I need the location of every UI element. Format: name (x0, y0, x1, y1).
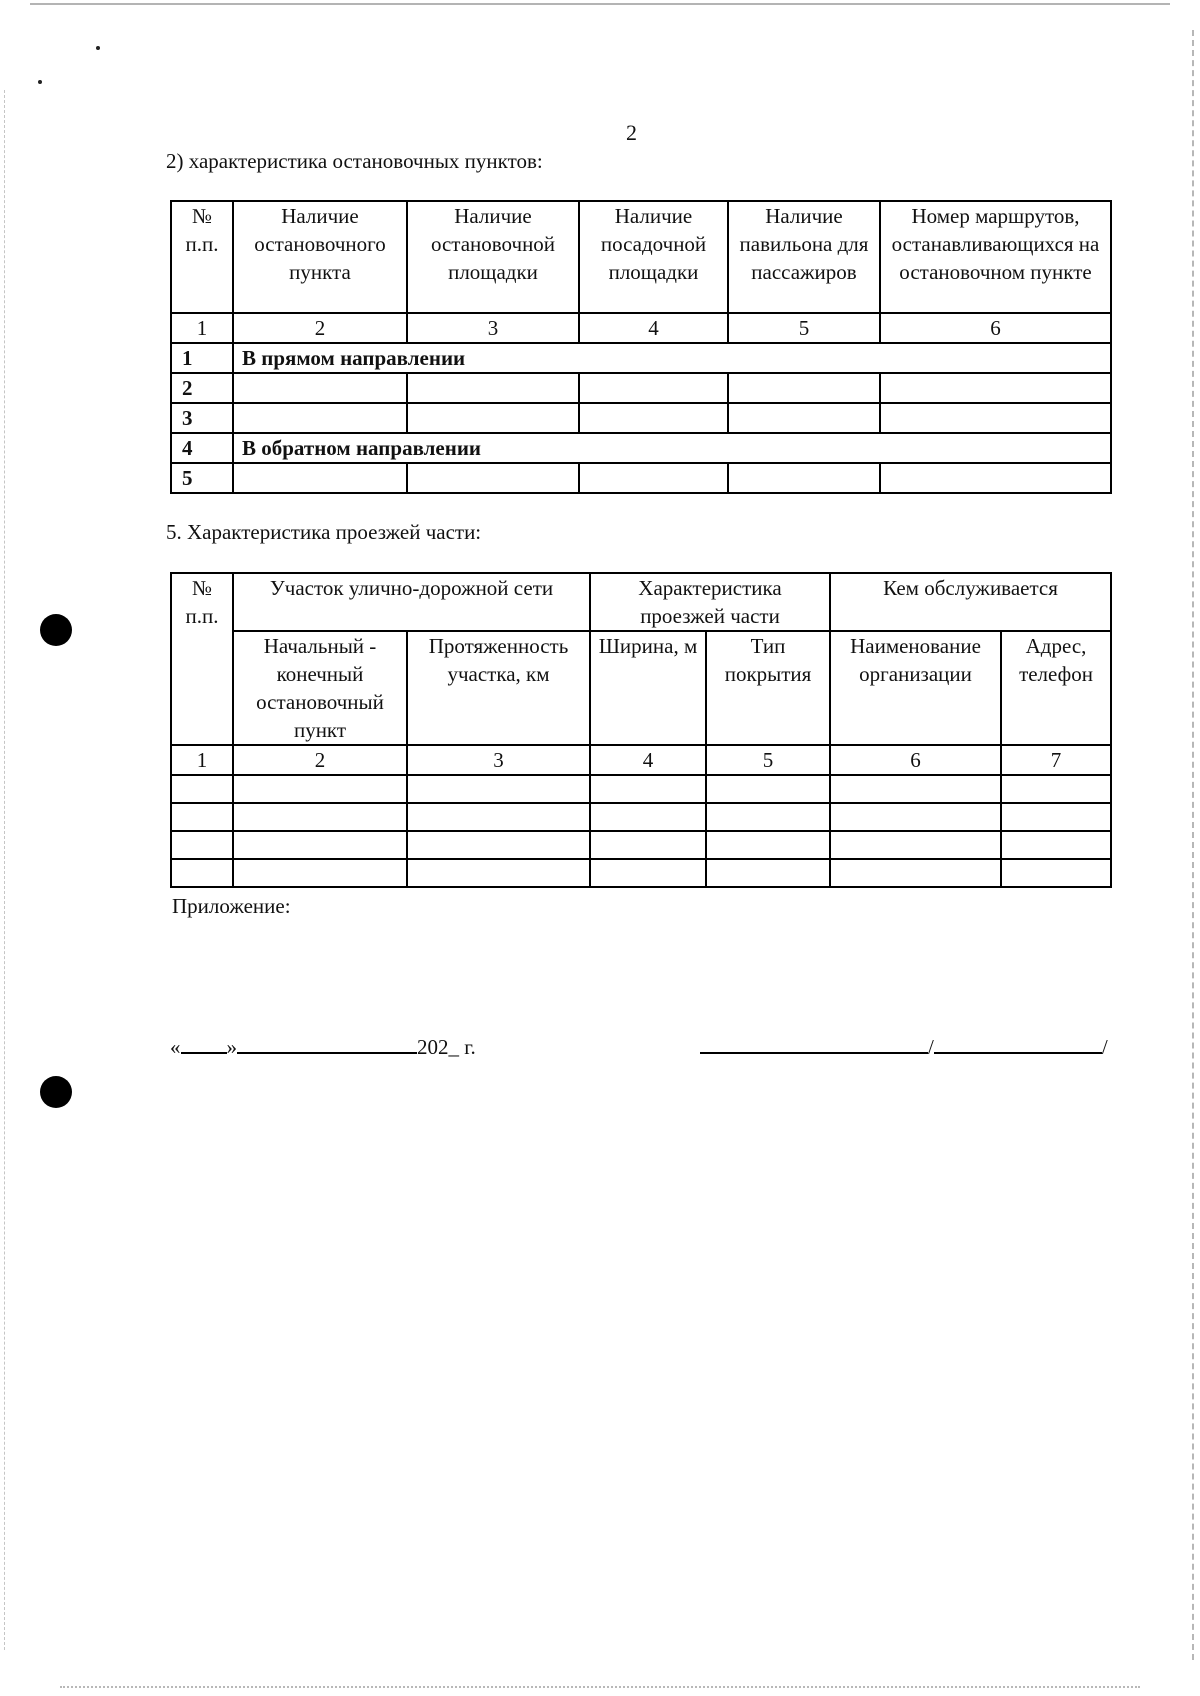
table-cell (706, 859, 830, 887)
direction-label: В обратном направлении (233, 433, 1111, 463)
header-cell: Кем обслуживается (830, 573, 1111, 631)
month-blank (237, 1030, 417, 1054)
signature-slash: / (1101, 1035, 1108, 1059)
table-header-row (171, 201, 1111, 313)
header-cell: Ширина, м (590, 631, 706, 745)
table-cell (590, 775, 706, 803)
table-cell (706, 803, 830, 831)
table-cell (407, 859, 590, 887)
table-cell (579, 403, 728, 433)
table-row (171, 433, 1111, 463)
header-cell: Тип покрытия (706, 631, 830, 745)
column-number: 6 (880, 313, 1111, 343)
table-cell (830, 831, 1001, 859)
table-cell (233, 403, 407, 433)
column-number: 1 (171, 745, 233, 775)
stops-section-title: 2) характеристика остановочных пунктов: (166, 149, 543, 173)
table-cell (830, 859, 1001, 887)
table-cell (171, 803, 233, 831)
scan-speck (96, 46, 100, 50)
signature-blank (700, 1030, 928, 1054)
table-cell (407, 775, 590, 803)
date-field (170, 1030, 476, 1060)
table-header-row (171, 573, 1111, 631)
column-number: 3 (407, 745, 590, 775)
table-cell (407, 463, 579, 493)
row-number: 1 (171, 343, 233, 373)
table-row (171, 373, 1111, 403)
punch-hole-icon (40, 614, 72, 646)
table-cell (880, 373, 1111, 403)
signature-field (700, 1030, 1108, 1060)
header-cell: Адрес, телефон (1001, 631, 1111, 745)
table-row (171, 403, 1111, 433)
column-number: 4 (590, 745, 706, 775)
table-cell (728, 373, 880, 403)
day-blank (181, 1030, 227, 1054)
table-cell (233, 775, 407, 803)
header-cell: Номер маршрутов, останавливающихся на остановочном пункте (880, 201, 1111, 313)
table-row (171, 343, 1111, 373)
direction-label: В прямом направлении (233, 343, 1111, 373)
punch-hole-icon (40, 1076, 72, 1108)
row-number: 2 (171, 373, 233, 403)
scan-speck (38, 80, 42, 84)
header-cell: Наличие остановочной площадки (407, 201, 579, 313)
column-number: 1 (171, 313, 233, 343)
row-number: 3 (171, 403, 233, 433)
header-cell: Протяженность участка, км (407, 631, 590, 745)
column-number-row (171, 745, 1111, 775)
table-cell (233, 463, 407, 493)
table-cell (579, 463, 728, 493)
year-text: 202_ г. (417, 1035, 476, 1059)
table-row (171, 803, 1111, 831)
table-cell (1001, 803, 1111, 831)
table-cell (590, 803, 706, 831)
table-cell (1001, 831, 1111, 859)
table-cell (171, 775, 233, 803)
scan-edge-top (30, 3, 1170, 6)
scan-edge-right (1190, 30, 1194, 1660)
header-cell: № п.п. (171, 201, 233, 313)
row-number: 5 (171, 463, 233, 493)
table-cell (706, 775, 830, 803)
table-cell (407, 373, 579, 403)
header-cell: № п.п. (171, 573, 233, 745)
header-cell: Характеристика проезжей части (590, 573, 830, 631)
table-cell (171, 859, 233, 887)
table-cell (1001, 859, 1111, 887)
table-cell (407, 403, 579, 433)
table-cell (1001, 775, 1111, 803)
close-quote: » (226, 1035, 237, 1059)
header-cell: Начальный - конечный остановочный пункт (233, 631, 407, 745)
table-cell (706, 831, 830, 859)
scan-edge-bottom (60, 1685, 1140, 1688)
signature-slash: / (928, 1035, 934, 1059)
table-row (171, 831, 1111, 859)
table-row (171, 775, 1111, 803)
table-cell (233, 859, 407, 887)
column-number: 2 (233, 313, 407, 343)
header-cell: Наличие остановочного пункта (233, 201, 407, 313)
table-cell (590, 859, 706, 887)
header-cell: Наличие посадочной площадки (579, 201, 728, 313)
column-number: 7 (1001, 745, 1111, 775)
table-cell (579, 373, 728, 403)
table-cell (233, 831, 407, 859)
table-row (171, 859, 1111, 887)
table-cell (407, 803, 590, 831)
header-cell: Наличие павильона для пассажиров (728, 201, 880, 313)
open-quote: « (170, 1035, 181, 1059)
roadway-table (170, 572, 1112, 888)
column-number: 4 (579, 313, 728, 343)
column-number: 3 (407, 313, 579, 343)
table-cell (233, 373, 407, 403)
table-cell (830, 775, 1001, 803)
column-number: 5 (706, 745, 830, 775)
column-number: 2 (233, 745, 407, 775)
attachment-label: Приложение: (172, 894, 291, 918)
scan-edge-left (4, 90, 6, 1650)
table-cell (880, 403, 1111, 433)
header-cell: Наименование организации (830, 631, 1001, 745)
table-row (171, 463, 1111, 493)
page-number: 2 (626, 120, 637, 145)
table-cell (171, 831, 233, 859)
table-cell (830, 803, 1001, 831)
row-number: 4 (171, 433, 233, 463)
roadway-section-title: 5. Характеристика проезжей части: (166, 520, 482, 544)
column-number: 6 (830, 745, 1001, 775)
table-cell (728, 463, 880, 493)
table-cell (590, 831, 706, 859)
stops-table (170, 200, 1112, 494)
table-cell (233, 803, 407, 831)
table-cell (407, 831, 590, 859)
name-blank (934, 1030, 1102, 1054)
table-cell (728, 403, 880, 433)
column-number-row (171, 313, 1111, 343)
table-cell (880, 463, 1111, 493)
column-number: 5 (728, 313, 880, 343)
table-subheader-row (171, 631, 1111, 745)
header-cell: Участок улично-дорожной сети (233, 573, 590, 631)
